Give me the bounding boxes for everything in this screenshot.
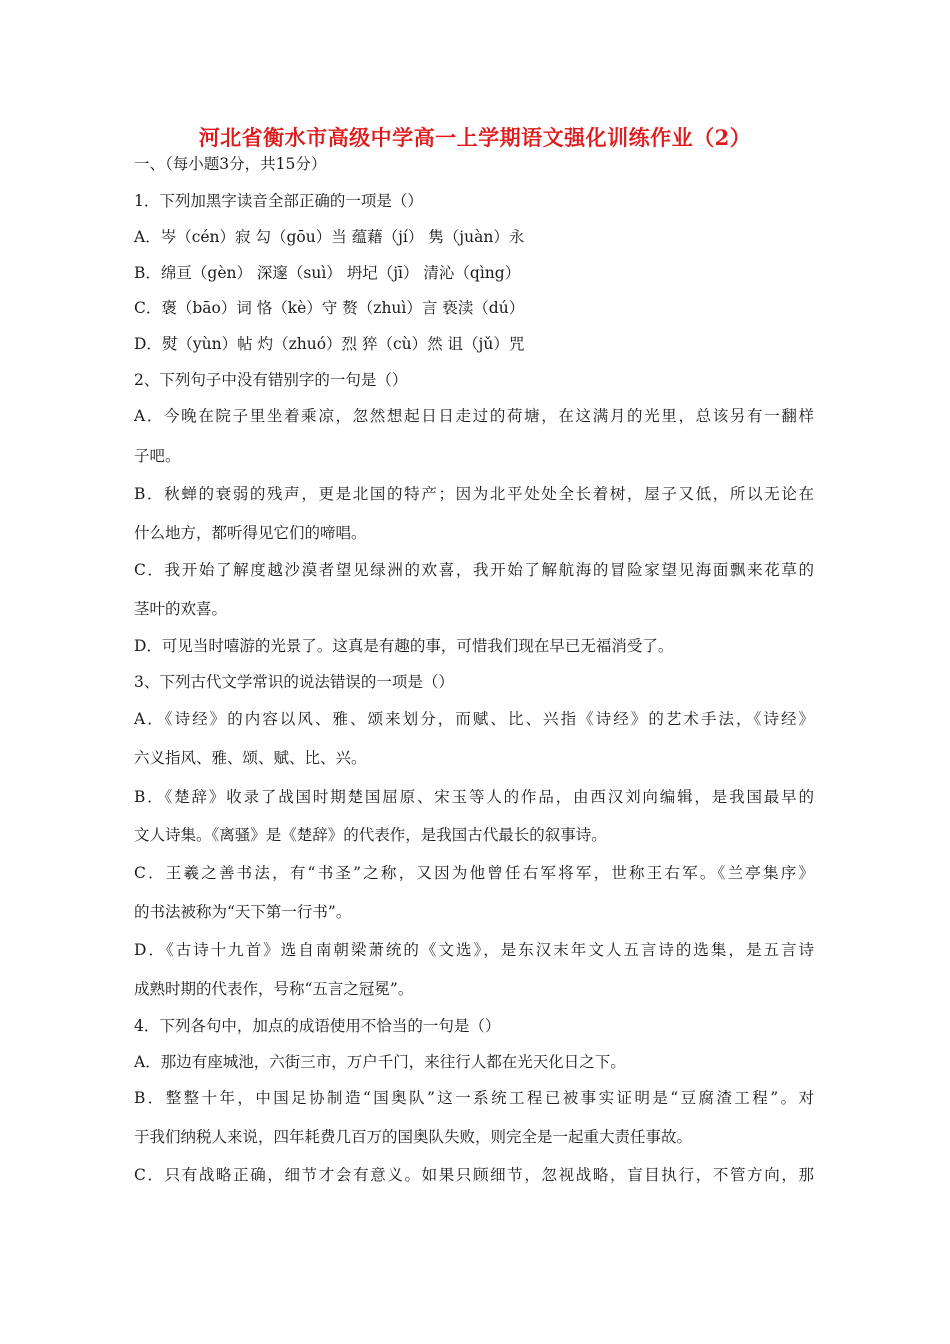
question-3-option-c-line-2: 的书法被称为“天下第一行书”。 xyxy=(134,903,352,921)
question-2-option-b-line-1: B．秋蝉的衰弱的残声，更是北国的特产；因为北平处处全长着树，屋子又低，所以无论在 xyxy=(134,485,814,503)
question-1-option-d: D．熨（yùn）帖 灼（zhuó）烈 猝（cù）然 诅（jǔ）咒 xyxy=(134,335,525,353)
question-4-option-c-line-1: C．只有战略正确，细节才会有意义。如果只顾细节，忽视战略，盲目执行，不管方向，那 xyxy=(134,1166,814,1184)
question-3-option-c-line-1: C．王羲之善书法，有“书圣”之称，又因为他曾任右军将军，世称王右军。《兰亭集序》 xyxy=(134,864,814,882)
question-3-option-b-line-1: B．《楚辞》收录了战国时期楚国屈原、宋玉等人的作品，由西汉刘向编辑，是我国最早的 xyxy=(134,788,814,806)
question-2-stem: 2、下列句子中没有错别字的一句是（） xyxy=(134,371,408,389)
question-2-option-a-line-1: A．今晚在院子里坐着乘凉，忽然想起日日走过的荷塘，在这满月的光里，总该另有一翻样 xyxy=(134,407,814,425)
question-3-option-a-line-1: A．《诗经》的内容以风、雅、颂来划分，而赋、比、兴指《诗经》的艺术手法，《诗经》 xyxy=(134,710,814,728)
question-4-option-b-line-1: B．整整十年，中国足协制造“国奥队”这一系统工程已被事实证明是“豆腐渣工程”。对 xyxy=(134,1089,814,1107)
question-2-option-c-line-2: 茎叶的欢喜。 xyxy=(134,600,228,618)
question-3-option-d-line-2: 成熟时期的代表作，号称“五言之冠冕”。 xyxy=(134,980,414,998)
question-2-option-d: D．可见当时嘻游的光景了。这真是有趣的事，可惜我们现在早已无福消受了。 xyxy=(134,637,674,655)
question-2-option-b-line-2: 什么地方，都听得见它们的啼唱。 xyxy=(134,524,367,542)
question-1-stem: 1．下列加黑字读音全部正确的一项是（） xyxy=(134,192,423,210)
question-4-option-b-line-2: 于我们纳税人来说，四年耗费几百万的国奥队失败，则完全是一起重大责任事故。 xyxy=(134,1128,693,1146)
question-4-option-a: A．那边有座城池，六街三市，万户千门，来往行人都在光天化日之下。 xyxy=(134,1053,626,1071)
question-3-option-a-line-2: 六义指风、雅、颂、赋、比、兴。 xyxy=(134,749,367,767)
question-1-option-c: C．褒（bāo）词 恪（kè）守 赘（zhuì）言 亵渎（dú） xyxy=(134,299,525,317)
question-3-option-b-line-2: 文人诗集。《离骚》是《楚辞》的代表作，是我国古代最长的叙事诗。 xyxy=(134,826,607,844)
question-1-option-b: B．绵亘（gèn） 深邃（suì） 坍圮（jī） 清沁（qìng） xyxy=(134,264,521,282)
question-1-option-a: A．岑（cén）寂 勾（gōu）当 蕴藉（jí） 隽（juàn）永 xyxy=(134,228,525,246)
question-2-option-c-line-1: C．我开始了解度越沙漠者望见绿洲的欢喜，我开始了解航海的冒险家望见海面飘来花草的 xyxy=(134,561,814,579)
section-heading: 一、（每小题3分，共15分） xyxy=(134,155,327,173)
document-title: 河北省衡水市高级中学高一上学期语文强化训练作业（2） xyxy=(198,125,752,150)
question-4-stem: 4．下列各句中，加点的成语使用不恰当的一句是（） xyxy=(134,1017,501,1035)
question-3-stem: 3、下列古代文学常识的说法错误的一项是（） xyxy=(134,673,454,691)
question-2-option-a-line-2: 子吧。 xyxy=(134,447,181,465)
question-3-option-d-line-1: D．《古诗十九首》选自南朝梁萧统的《文选》，是东汉末年文人五言诗的选集，是五言诗 xyxy=(134,941,814,959)
